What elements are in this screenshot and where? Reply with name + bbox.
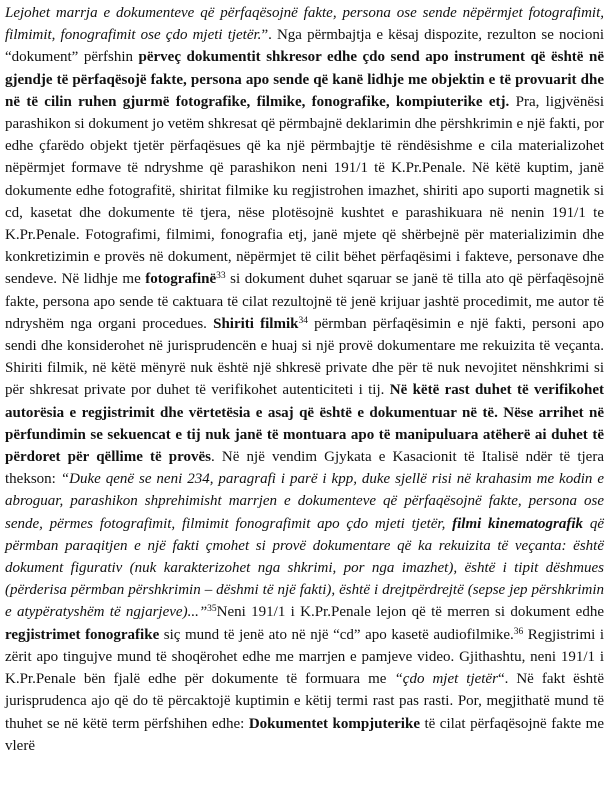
bold-text: Dokumentet kompjuterike bbox=[248, 715, 420, 732]
italic-text: “Duke qenë se neni 234, paragrafi i parë i kpp, duke sjellë risi në krahasim me kodin e abroguar, parashikon shprehimisht marrjen e dokumenteve që përfaqësojnë fakte, persona ose sende, përmes fotografimit, filmimit fonografimit apo çdo mjeti tjetër, bbox=[5, 471, 604, 532]
body-text: përmban përfaqësimin e një fakti, personi apo sendi dhe konsiderohet në jurisprudencën e huaj si një provë dokumentare me rekuizita të veçanta. Shiriti filmik, në këtë mënyrë nuk është një shkresë private dhe për të nuk nevojitet nënshkrimi si për shkresat private por duhet të verifikohet autenticiteti i tij. bbox=[5, 315, 604, 399]
italic-text: që përmban paraqitjen e një fakti çmohet si provë dokumentare që ka rekuizita të veçanta: është dokument figurativ (nuk karakterizohet nga shkrimi, por nga imazhet), është i tipit dëshmues (përderisa përmban përshkrimin – dëshmi të një fakti), është i drejtpërdrejtë (sepse jep përshkrimin e atypëratyshëm të ngjarjeve)...” bbox=[5, 515, 604, 621]
bold-text: regjistrimet fonografike bbox=[5, 626, 160, 643]
body-text: të cilat përfaqësojnë fakte me vlerë bbox=[5, 715, 604, 754]
body-text: ”. Nga përmbajtja e kësaj dispozite, rezulton se nocioni “dokument” përfshin bbox=[5, 27, 604, 66]
bold-italic-text: filmi kinematografik bbox=[452, 515, 584, 532]
bold-text: përveç dokumentit shkresor edhe çdo send apo instrument që është në gjendje të përfaqësojë fakte, persona apo sende që kanë lidhje me objektin e të provuarit dhe në të cilin ruhen gjurmë fotografike, filmike, fonografike, kompiuterike etj. bbox=[5, 49, 604, 110]
body-text: Neni 191/1 i K.Pr.Penale lejon që të merren si dokument edhe bbox=[216, 604, 604, 621]
footnote-ref: 35 bbox=[207, 604, 217, 615]
footnote-ref: 36 bbox=[513, 626, 524, 637]
bold-text: fotografinë bbox=[145, 271, 217, 288]
body-text: siç mund të jenë ato në një “cd” apo kasetë audiofilmike. bbox=[159, 626, 514, 643]
italic-text: Lejohet marrja e dokumenteve që përfaqësojnë fakte, persona ose sende nëpërmjet fotografimit, filmimit, fonografimit ose çdo mjeti tjetër. bbox=[5, 5, 604, 44]
footnote-ref: 33 bbox=[216, 271, 226, 282]
body-text: Regjistrimi i zërit apo tingujve mund të shoqërohet edhe me marrjen e pamjeve video. Gjithashtu, neni 191/1 i K.Pr.Penale bën fjalë edhe për dokumente të formuara me bbox=[5, 626, 605, 688]
body-text: “. Në fakt është jurisprudenca ajo që do të përcaktojë kuptimin e këtij termi rast pas rasti. Por, megjithatë mund të thuhet se në këtë term përfshihen edhe: bbox=[5, 671, 604, 732]
body-paragraph bbox=[5, 2, 604, 757]
italic-text: “çdo mjet tjetër bbox=[394, 671, 498, 688]
footnote-ref: 34 bbox=[298, 315, 308, 326]
body-text: si dokument duhet sqaruar se janë të tilla ato që përfaqësojnë fakte, persona apo sende të caktuara të cilat rezultojnë të jenë krijuar jashtë procedimit, me autor të ndryshëm nga organi procedues. bbox=[5, 271, 604, 332]
body-text: Pra, ligjvënësi parashikon si dokument jo vetëm shkresat që përmbajnë deklarimin dhe përshkrimin e një fakti, por edhe çfarëdo objekt tjetër përfaqësues që ka një përmbajtje të rëndësishme e cila materializohet nëpërmjet formave të ndryshme që parashikon neni 191/1 të K.Pr.Penale. Në këtë kuptim, janë dokumente edhe fotografitë, shiritat filmike ku regjistrohen imazhet, shiriti apo suporti magnetik si cd, kasetat dhe dokumente të tjera, nëse plotësojnë kushtet e parashikuara në nenin 191/1 te K.Pr.Penale. Fotografimi, filmimi, fonografia etj, janë mjete që shërbejnë për materializimin dhe konkretizimin e provës në dokument, nëpërmjet të cilit bëhet përfaqësimi i fakteve, personave dhe sendeve. Në lidhje me bbox=[5, 93, 605, 288]
bold-text: Shiriti filmik bbox=[213, 315, 299, 332]
body-text: . Në një vendim Gjykata e Kasacionit të Italisë ndër të tjera thekson: bbox=[5, 449, 604, 488]
bold-text: Në këtë rast duhet të verifikohet autorësia e regjistrimit dhe vërtetësia e asaj që është e dokumentuar në të. Nëse arrihet në përfundimin se sekuencat e tij nuk janë të montuara apo të manipuluara atëherë ai duhet të përdoret për qëllime të provës bbox=[5, 382, 604, 466]
